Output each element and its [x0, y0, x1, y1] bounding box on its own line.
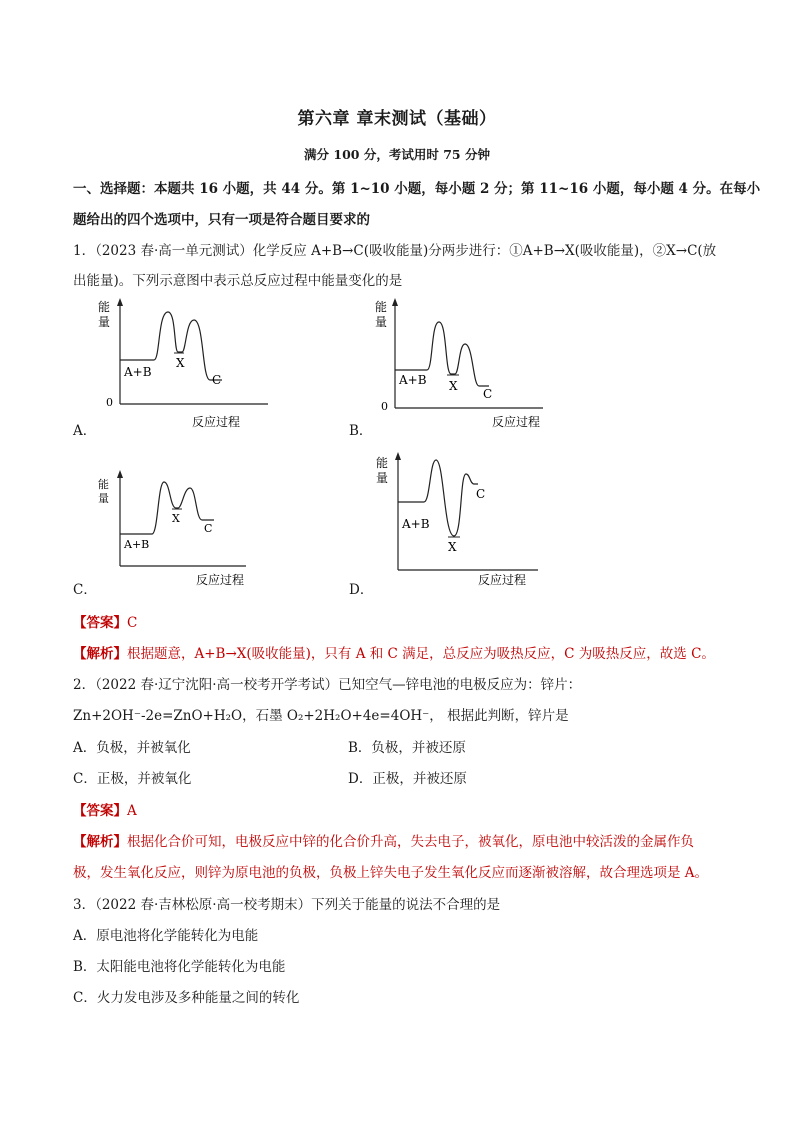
answer-tag: 【答案】 — [73, 615, 127, 631]
section-instructions-line2: 题给出的四个选项中，只有一项是符合题目要求的 — [73, 212, 370, 228]
question2-analysis-line2: 极，发生氧化反应，则锌为原电池的负极，负极上锌失电子发生氧化反应而逐渐被溶解，故合理选项是 A。 — [73, 865, 709, 881]
question2-analysis-line1 — [73, 830, 723, 850]
y-axis-label-bottom: 量 — [375, 315, 388, 329]
answer-tag: 【答案】 — [73, 803, 127, 819]
end-label: C — [476, 487, 486, 501]
end-label: C — [483, 387, 493, 401]
y-axis-label-top: 能 — [376, 456, 389, 470]
y-axis-label-top: 能 — [375, 300, 388, 314]
page-title: 第六章 章末测试（基础） — [297, 109, 497, 129]
question2-option-d[interactable]: D．正极，并被还原 — [348, 771, 467, 787]
x-axis-label: 反应过程 — [192, 415, 241, 429]
energy-diagram-b-svg — [365, 294, 565, 434]
intermediate-label: X — [448, 540, 457, 554]
question2-answer — [73, 799, 723, 819]
energy-diagram-c — [90, 466, 290, 592]
answer-value: A — [127, 803, 137, 819]
start-label: A+B — [402, 517, 430, 531]
x-axis-label: 反应过程 — [492, 415, 541, 429]
energy-diagram-a — [88, 294, 288, 434]
x-axis-label: 反应过程 — [196, 573, 245, 587]
option-b-label[interactable]: B． — [349, 423, 373, 439]
question3-option-a[interactable]: A．原电池将化学能转化为电能 — [73, 928, 259, 944]
y-axis-label-top: 能 — [98, 300, 111, 314]
start-label: A+B — [124, 365, 152, 379]
question2-option-a[interactable]: A．负极，并被氧化 — [73, 740, 191, 756]
analysis-tag: 【解析】 — [73, 834, 127, 850]
question2-option-b[interactable]: B．负极，并被还原 — [348, 740, 466, 756]
section-instructions-line1: 一、选择题：本题共 16 小题，共 44 分。第 1~10 小题，每小题 2 分；第 11~16 小题，每小题 4 分。在每小 — [73, 181, 761, 197]
end-label: C — [204, 522, 213, 535]
energy-diagram-d-svg — [370, 450, 570, 590]
question2-stem-line2: Zn+2OH⁻-2e=ZnO+H₂O，石墨 O₂+2H₂O+4e=4OH⁻， 根据此判断，锌片是 — [73, 708, 569, 724]
y-axis-label-bottom: 量 — [376, 471, 389, 485]
analysis-text: 根据题意，A+B→X(吸收能量)，只有 A 和 C 满足，总反应为吸热反应，C 为吸热反应，故选 C。 — [127, 646, 715, 662]
energy-diagram-d — [370, 450, 570, 590]
x-axis-label: 反应过程 — [478, 573, 527, 587]
origin-label: 0 — [106, 396, 113, 409]
y-axis-label-top: 能 — [98, 478, 109, 491]
start-label: A+B — [124, 538, 150, 551]
y-axis-label-bottom: 量 — [98, 315, 111, 329]
question2-stem-line1: 2．（2022 春·辽宁沈阳·高一校考开学考试）已知空气—锌电池的电极反应为：锌片： — [73, 677, 582, 693]
intermediate-label: X — [449, 379, 458, 393]
question1-analysis — [73, 642, 723, 662]
energy-diagram-b — [365, 294, 565, 434]
end-label: C — [212, 373, 222, 387]
question1-stem-line2: 出能量)。下列示意图中表示总反应过程中能量变化的是 — [73, 273, 403, 289]
question3-option-c[interactable]: C．火力发电涉及多种能量之间的转化 — [73, 990, 300, 1006]
question3-stem: 3．（2022 春·吉林松原·高一校考期末）下列关于能量的说法不合理的是 — [73, 897, 501, 913]
intermediate-label: X — [176, 356, 185, 370]
y-axis-label-bottom: 量 — [98, 492, 109, 505]
option-d-label[interactable]: D． — [349, 582, 374, 598]
option-c-label[interactable]: C． — [73, 582, 97, 598]
question2-option-c[interactable]: C．正极，并被氧化 — [73, 771, 192, 787]
energy-diagram-c-svg — [90, 466, 290, 592]
question1-stem-line1: 1．（2023 春·高一单元测试）化学反应 A+B→C(吸收能量)分两步进行：①A+B→X(吸收能量)，②X→C(放 — [73, 243, 717, 259]
option-a-label[interactable]: A． — [73, 423, 97, 439]
energy-diagram-a-svg — [88, 294, 288, 434]
origin-label: 0 — [381, 400, 388, 413]
page-subtitle: 满分 100 分，考试用时 75 分钟 — [304, 147, 490, 162]
intermediate-label: X — [172, 512, 180, 525]
question1-answer — [73, 611, 723, 631]
answer-value: C — [127, 615, 138, 631]
analysis-tag: 【解析】 — [73, 646, 127, 662]
analysis-text-line1: 根据化合价可知，电极反应中锌的化合价升高，失去电子，被氧化，原电池中较活泼的金属作负 — [127, 834, 694, 850]
start-label: A+B — [399, 373, 427, 387]
question3-option-b[interactable]: B．太阳能电池将化学能转化为电能 — [73, 959, 286, 975]
